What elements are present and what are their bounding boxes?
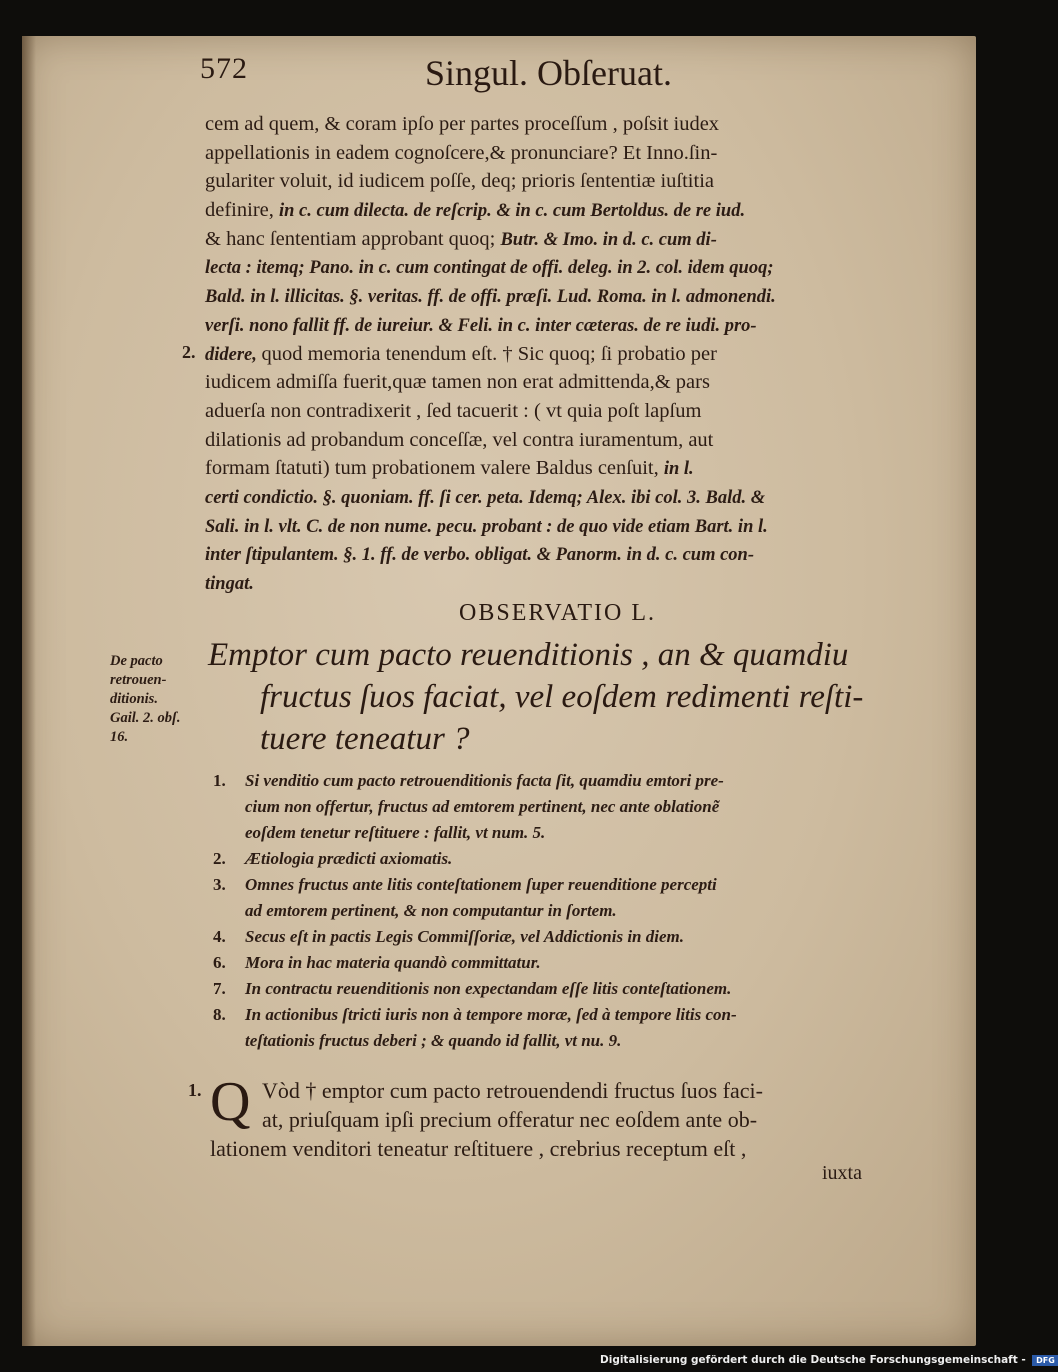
side-note-line: ditionis. (110, 691, 158, 707)
summary-item (205, 1028, 905, 1054)
body-line (205, 426, 885, 455)
citation-text: certi condictio. §. quoniam. ff. ſi cer. peta. Idemq; Alex. ibi col. 3. Bald. & (205, 487, 766, 508)
citation-text: Sali. in l. vlt. C. de non nume. pecu. probant : de quo vide etiam Bart. in l. (205, 516, 768, 537)
citation-text: didere, (205, 344, 262, 365)
summary-text: Secus eſt in pactis Legis Commiſſoriæ, vel Addictionis in diem. (245, 927, 684, 946)
body-text-run: iudicem admiſſa fuerit,quæ tamen non erat admittenda,& pars (205, 371, 710, 394)
citation-text: inter ſtipulantem. §. 1. ff. de verbo. obligat. & Panorm. in d. c. cum con- (205, 545, 755, 566)
body-text-run: aduerſa non contradixerit , ſed tacuerit : ( vt quia poſt lapſum (205, 399, 702, 422)
summary-number: 4. (213, 927, 226, 946)
summary-item (205, 976, 905, 1002)
page-number: 572 (200, 52, 248, 85)
text-line: at, priuſquam ipſi precium offeratur nec eoſdem ante ob- (262, 1107, 758, 1132)
body-text-run: dilationis ad probandum conceſſæ, vel contra iuramentum, aut (205, 428, 714, 451)
summary-item (205, 924, 905, 950)
body-line (205, 397, 885, 426)
citation-text: verſi. nono fallit ff. de iureiur. & Feli. in c. inter cæteras. de re iudi. pro- (205, 315, 757, 336)
text-line: Vòd † emptor cum pacto retrouendendi fructus ſuos faci- (262, 1078, 763, 1103)
body-text-run: cem ad quem, & coram ipſo per partes proceſſum , poſsit iudex (205, 113, 720, 135)
side-note-line: 16. (110, 729, 129, 745)
summary-text: Si venditio cum pacto retrouenditionis facta ſit, quamdiu emtori pre- (245, 771, 724, 790)
body-text-run: formam ſtatuti) tum probationem valere Baldus cenſuit, (205, 457, 664, 480)
citation-text: in c. cum dilecta. de reſcrip. & in c. cum Bertoldus. de re iud. (279, 201, 746, 222)
observation-heading (208, 634, 908, 760)
text-line: lationem venditori teneatur reſtituere , crebrius receptum eſt , (210, 1136, 747, 1161)
heading-line: tuere teneatur ? (260, 721, 470, 757)
summary-item (205, 872, 905, 898)
main-text (210, 1071, 890, 1163)
summary-text: In contractu reuenditionis non expectandam eſſe litis conteſtationem. (245, 979, 732, 998)
running-title: Singul. Obſeruat. (425, 53, 672, 93)
body-text-run: gulariter voluit, id iudicem poſſe, deq; prioris ſententiæ iuſtitia (205, 170, 714, 193)
summary-number: 7. (213, 979, 226, 998)
observation-title: OBSERVATIO L. (459, 600, 656, 626)
summary-item (205, 768, 905, 794)
body-line (205, 225, 885, 254)
summary-text: Mora in hac materia quandò committatur. (245, 953, 541, 972)
body-line (205, 368, 885, 397)
summary-text: Omnes fructus ante litis conteſtationem ſuper reuenditione percepti (245, 875, 717, 894)
body-text-run: definire, (205, 199, 279, 222)
citation-text: lecta : itemq; Pano. in c. cum contingat de offi. deleg. in 2. col. idem quoq; (205, 258, 774, 279)
body-line (205, 139, 885, 168)
body-text-run: appellationis in eadem cognoſcere,& pronunciare? Et Inno.ſin- (205, 141, 718, 164)
side-note-line: De pacto (110, 653, 163, 669)
body-text-run: quod memoria tenendum eſt. † Sic quoq; ſi probatio per (261, 342, 717, 365)
body-line (205, 512, 885, 541)
citation-text: Butr. & Imo. in d. c. cum di- (500, 229, 717, 250)
page-gutter-shadow (22, 36, 36, 1346)
summary-item (205, 846, 905, 872)
footer-bar (600, 1354, 1055, 1372)
body-text (205, 110, 885, 598)
summary-text: In actionibus ſtricti iuris non à tempore moræ, ſed à tempore litis con- (245, 1005, 737, 1024)
body-line (205, 569, 885, 598)
side-note (110, 652, 205, 747)
summary-number: 1. (213, 771, 226, 790)
citation-text: in l. (663, 459, 694, 480)
body-line (205, 253, 885, 282)
summary-item (205, 1002, 905, 1028)
summary-list (205, 768, 905, 1054)
summary-number: 8. (213, 1005, 226, 1024)
summary-number: 3. (213, 875, 226, 894)
page-header (0, 52, 1000, 100)
text-margin-number: 1. (188, 1080, 202, 1100)
catchword: iuxta (822, 1162, 862, 1184)
summary-item (205, 794, 905, 820)
margin-number: 2. (182, 342, 196, 362)
summary-text: eoſdem tenetur reſtituere : fallit, vt num. 5. (245, 823, 546, 842)
summary-text: Ætiologia prædicti axiomatis. (245, 849, 453, 868)
side-note-line: retrouen- (110, 672, 167, 688)
summary-item (205, 820, 905, 846)
body-line (205, 311, 885, 340)
body-line (205, 167, 885, 196)
citation-text: tingat. (205, 574, 254, 594)
body-line (205, 454, 885, 483)
body-line (205, 196, 885, 225)
summary-item (205, 898, 905, 924)
body-line (205, 340, 885, 369)
body-line (205, 110, 885, 139)
side-note-line: Gail. 2. obſ. (110, 710, 181, 726)
body-text-run: & hanc ſententiam approbant quoq; (205, 227, 501, 250)
summary-item (205, 950, 905, 976)
summary-number: 6. (213, 953, 226, 972)
summary-text: teſtationis fructus deberi ; & quando id fallit, vt nu. 9. (245, 1031, 622, 1050)
heading-line: fructus ſuos faciat, vel eoſdem redimenti reſti- (260, 679, 864, 715)
summary-text: cium non offertur, fructus ad emtorem pertinent, nec ante oblationẽ (245, 797, 720, 816)
footer-credit: Digitalisierung gefördert durch die Deutsche Forschungsgemeinschaft - (600, 1354, 1026, 1366)
dfg-logo-icon: DFG (1032, 1355, 1058, 1366)
drop-cap: Q (210, 1071, 251, 1133)
citation-text: Bald. in l. illicitas. §. veritas. ff. de offi. præſi. Lud. Roma. in l. admonendi. (205, 287, 776, 308)
body-line (205, 540, 885, 569)
summary-number: 2. (213, 849, 226, 868)
body-line (205, 483, 885, 512)
heading-line: Emptor cum pacto reuenditionis , an & quamdiu (208, 637, 849, 673)
body-line (205, 282, 885, 311)
summary-text: ad emtorem pertinent, & non computantur in ſortem. (245, 901, 617, 920)
